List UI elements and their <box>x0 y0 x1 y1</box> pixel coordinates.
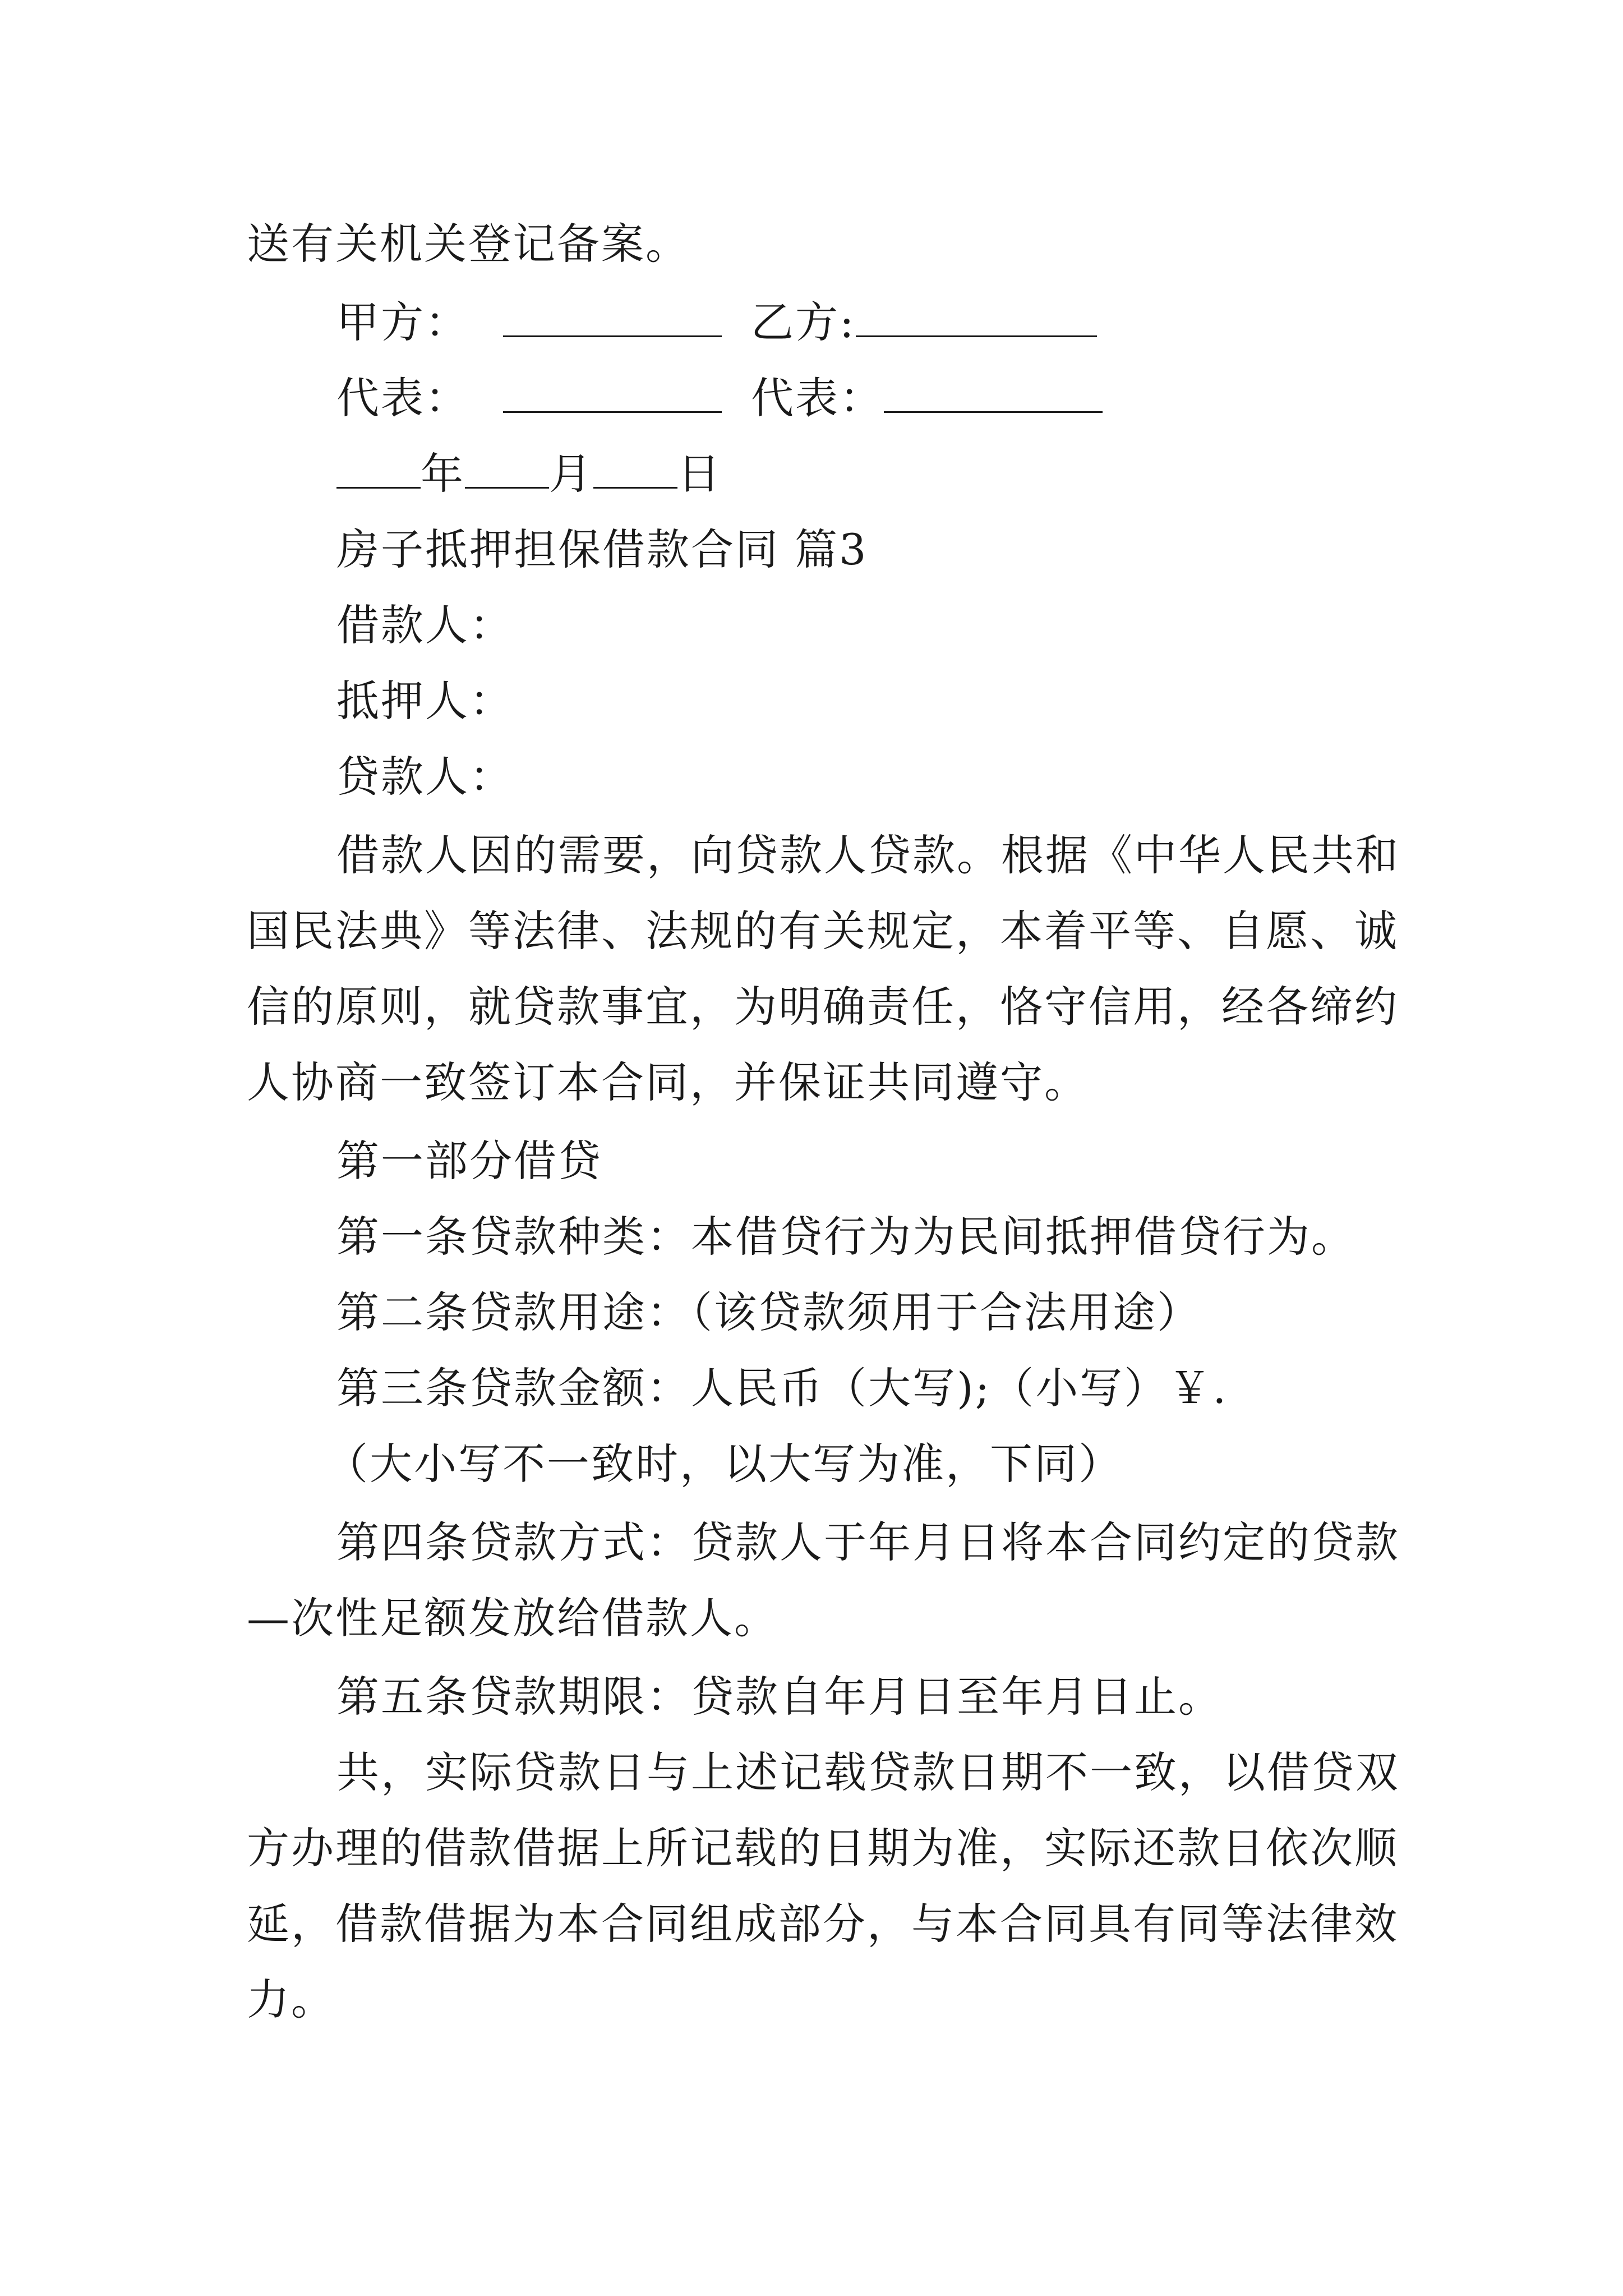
mortgagor-label: 抵押人： <box>336 676 514 726</box>
article-3-note: （大小写不一致时，以大写为准，下同） <box>325 1439 1123 1489</box>
text-line: 送有关机关登记备案。 <box>247 219 690 269</box>
rep-b-blank <box>884 376 1103 413</box>
intro-line: 借款人因的需要，向贷款人贷款。根据《中华人民共和 <box>336 830 1400 880</box>
representative-signature-line <box>336 370 1391 426</box>
lender-label: 贷款人： <box>336 752 514 802</box>
contract-title: 房子抵押担保借款合同 篇3 <box>336 524 868 574</box>
article-5-note-line: 力。 <box>247 1975 335 2024</box>
article-5: 第五条贷款期限：贷款自年月日至年月日止。 <box>336 1672 1223 1722</box>
year-label: 年 <box>421 449 465 499</box>
borrower-label: 借款人： <box>336 600 514 650</box>
party-a-blank <box>503 301 722 337</box>
year-blank <box>336 452 421 489</box>
article-3: 第三条贷款金额：人民币（大写);（小写）￥. <box>336 1363 1228 1413</box>
day-label: 日 <box>677 449 722 499</box>
date-line <box>336 446 1391 502</box>
article-5-note-line: 延，借款借据为本合同组成部分，与本合同具有同等法律效 <box>247 1899 1399 1949</box>
article-5-note-line: 方办理的借款借据上所记载的日期为准，实际还款日依次顺 <box>247 1823 1399 1873</box>
rep-b-label: 代表： <box>751 373 884 423</box>
intro-line: 国民法典》等法律、法规的有关规定，本着平等、自愿、诚 <box>247 906 1399 956</box>
month-blank <box>465 452 549 489</box>
rep-a-blank <box>503 376 722 413</box>
article-1: 第一条贷款种类：本借贷行为为民间抵押借贷行为。 <box>336 1212 1355 1262</box>
party-signature-line <box>336 295 1391 351</box>
party-b-blank <box>856 301 1097 337</box>
intro-line: 信的原则，就贷款事宜，为明确责任，恪守信用，经各缔约 <box>247 982 1399 1032</box>
party-a-label: 甲方： <box>336 297 469 347</box>
rep-a-label: 代表： <box>336 373 469 423</box>
part-heading: 第一部分借贷 <box>336 1136 602 1186</box>
month-label: 月 <box>549 449 593 499</box>
day-blank <box>593 452 677 489</box>
party-b-label: 乙方: <box>751 297 856 347</box>
intro-line: 人协商一致签订本合同，并保证共同遵守。 <box>247 1057 1089 1107</box>
article-4-line: —次性足额发放给借款人。 <box>247 1593 778 1643</box>
article-2: 第二条贷款用途：（该贷款须用于合法用途） <box>336 1287 1201 1337</box>
article-5-note-line: 共，实际贷款日与上述记载贷款日期不一致，以借贷双 <box>336 1747 1400 1797</box>
article-4-line: 第四条贷款方式：贷款人于年月日将本合同约定的贷款 <box>336 1517 1400 1567</box>
